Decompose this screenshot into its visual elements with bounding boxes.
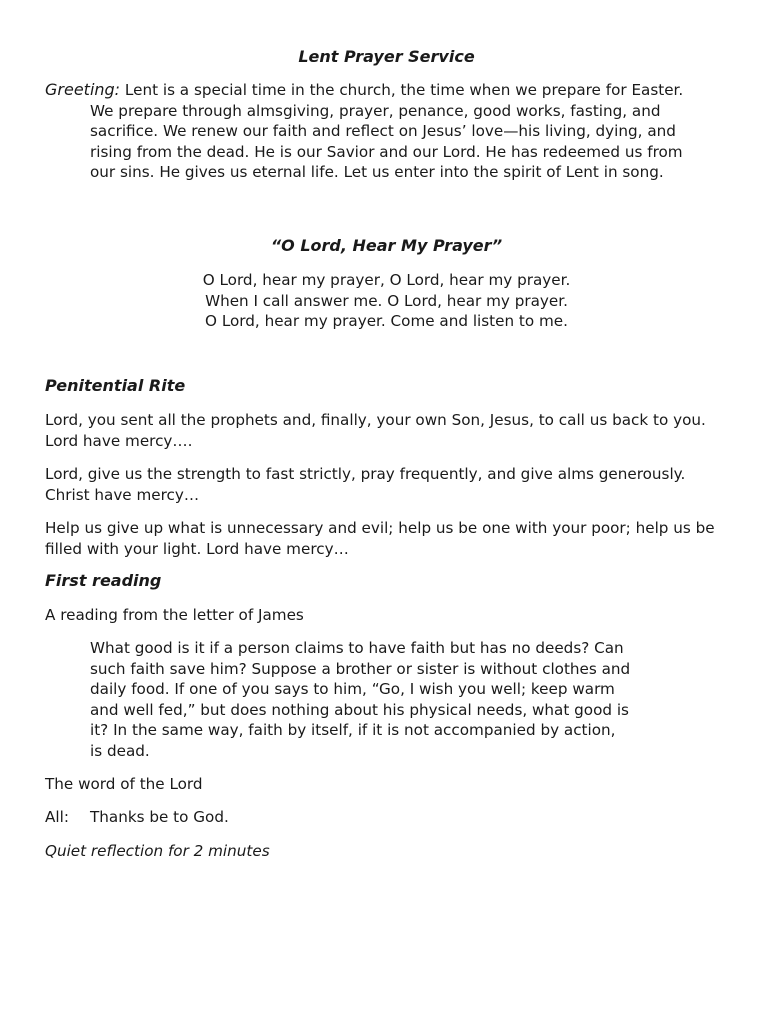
passage-line: What good is it if a person claims to have faith but has no deeds? Can <box>90 639 624 657</box>
penitential-paragraph: Lord, you sent all the prophets and, finally, your own Son, Jesus, to call us back to you. Lord have mercy…. <box>45 411 706 450</box>
first-reading-heading: First reading <box>45 571 162 590</box>
song-line: O Lord, hear my prayer. Come and listen to me. <box>205 312 568 331</box>
passage-line: it? In the same way, faith by itself, if it is not accompanied by action, <box>90 721 616 740</box>
passage-line: such faith save him? Suppose a brother or sister is without clothes and <box>90 659 631 678</box>
passage-line: and well fed,” but does nothing about his physical needs, what good is <box>90 700 629 719</box>
response-speaker: All: <box>45 808 69 826</box>
penitential-paragraph: Help us give up what is unnecessary and evil; help us be one with your poor; help us be filled with your light. Lord have mercy… <box>45 519 715 558</box>
song-line: O Lord, hear my prayer, O Lord, hear my prayer. <box>202 271 571 289</box>
song-title: “O Lord, Hear My Prayer” <box>270 236 503 255</box>
reading-intro: A reading from the letter of James <box>45 606 304 624</box>
scripture-passage <box>90 638 690 762</box>
song-line: When I call answer me. O Lord, hear my prayer. <box>205 291 568 310</box>
passage-line: daily food. If one of you says to him, “Go, I wish you well; keep warm <box>90 680 615 699</box>
greeting-label: Greeting: <box>45 80 121 99</box>
passage-line: is dead. <box>90 741 150 760</box>
reflection-instruction: Quiet reflection for 2 minutes <box>45 842 270 860</box>
assembly-response <box>45 807 229 828</box>
penitential-rite-heading: Penitential Rite <box>45 376 186 395</box>
penitential-paragraph: Lord, give us the strength to fast strictly, pray frequently, and give alms generously. Christ have mercy… <box>45 465 686 504</box>
page-title: Lent Prayer Service <box>298 47 475 66</box>
greeting-text: Lent is a special time in the church, the time when we prepare for Easter. We prepare through almsgiving, prayer, penance, good works, fasting, and sacrifice. We renew our faith and reflect on Jesus’ love—his living, dying, and rising from the dead. He is our Savior and our Lord. He has redeemed us from our sins. He gives us eternal life. Let us enter into the spirit of Lent in song. <box>90 81 684 182</box>
response-text: Thanks be to God. <box>90 808 229 826</box>
greeting-paragraph <box>45 80 728 183</box>
song-lyrics <box>45 270 728 332</box>
reading-closing: The word of the Lord <box>45 775 203 793</box>
